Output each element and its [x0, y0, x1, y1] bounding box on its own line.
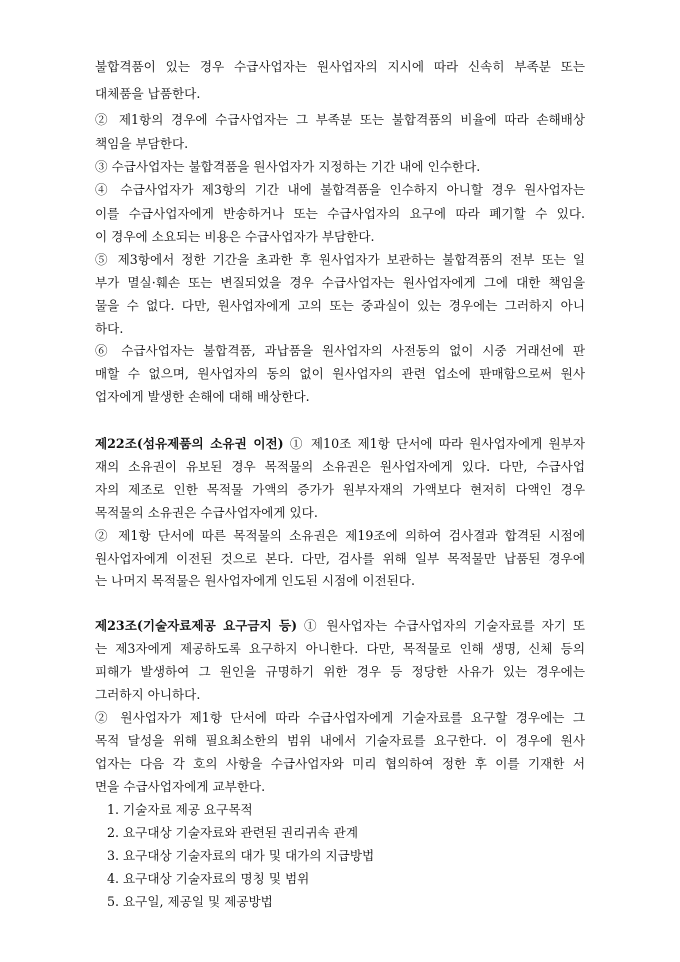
text-line: 그러하지 아니하다.	[95, 687, 201, 702]
article-23-first-text: ① 원사업자는 수급사업자의 기술자료를 자기 또	[297, 618, 585, 633]
article-22-first-line	[95, 436, 585, 452]
text-line: ② 제1항 단서에 따른 목적물의 소유권은 제19조에 의하여 검사결과 합격된 시점에	[95, 528, 585, 543]
text-line: ⑥ 수급사업자는 불합격품, 과납품을 원사업자의 사전동의 없이 시중 거래선에 판	[95, 343, 585, 358]
text-line: ④ 수급사업자가 제3항의 기간 내에 불합격품을 인수하지 아니할 경우 원사업자는	[95, 182, 585, 197]
article-23-first-line	[95, 618, 585, 634]
text-line: ② 제1항의 경우에 수급사업자는 그 부족분 또는 불합격품의 비율에 따라 손해배상	[95, 112, 585, 127]
list-item: 3. 요구대상 기술자료의 대가 및 대가의 지급방법	[107, 848, 375, 863]
text-line: 불합격품이 있는 경우 수급사업자는 원사업자의 지시에 따라 신속히 부족분 또는	[95, 59, 585, 74]
article-22-heading: 제22조(섬유제품의 소유권 이전)	[95, 436, 284, 451]
list-item: 2. 요구대상 기술자료와 관련된 권리귀속 관계	[107, 825, 359, 840]
text-line: 는 제3자에게 제공하도록 요구하지 아니한다. 다만, 목적물로 인해 생명, 신체 등의	[95, 641, 585, 656]
text-line: 피해가 발생하여 그 원인을 규명하기 위한 경우 등 정당한 사유가 있는 경우에는	[95, 664, 585, 679]
text-line: 대체품을 납품한다.	[95, 86, 201, 101]
text-line: 물을 수 없다. 다만, 원사업자에게 고의 또는 중과실이 있는 경우에는 그러하지 아니	[95, 298, 585, 313]
text-line: ⑤ 제3항에서 정한 기간을 초과한 후 원사업자가 보관하는 불합격품의 전부 또는 일	[95, 252, 585, 267]
text-line: ② 원사업자가 제1항 단서에 따라 수급사업자에게 기술자료를 요구할 경우에는 그	[95, 710, 585, 725]
text-line: ③ 수급사업자는 불합격품을 원사업자가 지정하는 기간 내에 인수한다.	[95, 159, 481, 174]
text-line: 매할 수 없으며, 원사업자의 동의 없이 원사업자의 관련 업소에 판매함으로써 원사	[95, 366, 585, 381]
text-line: 목적물의 소유권은 수급사업자에게 있다.	[95, 505, 318, 520]
list-item: 1. 기술자료 제공 요구목적	[107, 802, 253, 817]
text-line: 하다.	[95, 321, 124, 336]
text-line: 는 나머지 목적물은 원사업자에게 인도된 시점에 이전된다.	[95, 573, 415, 588]
article-23-heading: 제23조(기술자료제공 요구금지 등)	[95, 618, 298, 633]
text-line: 재의 소유권이 유보된 경우 목적물의 소유권은 원사업자에게 있다. 다만, 수급사업	[95, 459, 585, 474]
text-line: 업자는 다음 각 호의 사항을 수급사업자와 미리 협의하여 정한 후 이를 기재한 서	[95, 756, 585, 771]
text-line: 면을 수급사업자에게 교부한다.	[95, 779, 266, 794]
text-line: 이를 수급사업자에게 반송하거나 또는 수급사업자의 요구에 따라 폐기할 수 있다.	[95, 206, 585, 221]
text-line: 책임을 부담한다.	[95, 136, 189, 151]
text-line: 원사업자에게 이전된 것으로 본다. 다만, 검사를 위해 일부 목적물만 납품된 경우에	[95, 551, 585, 566]
text-line: 이 경우에 소요되는 비용은 수급사업자가 부담한다.	[95, 229, 375, 244]
text-line: 자의 제조로 인한 목적물 가액의 증가가 원부자재의 가액보다 현저히 다액인 경우	[95, 482, 585, 497]
text-line: 부가 멸실·훼손 또는 변질되었을 경우 수급사업자는 원사업자에게 그에 대한 책임을	[95, 275, 585, 290]
list-item: 4. 요구대상 기술자료의 명칭 및 범위	[107, 871, 310, 886]
text-line: 목적 달성을 위해 필요최소한의 범위 내에서 기술자료를 요구한다. 이 경우에 원사	[95, 733, 585, 748]
text-line: 업자에게 발생한 손해에 대해 배상한다.	[95, 389, 310, 404]
list-item: 5. 요구일, 제공일 및 제공방법	[107, 894, 273, 909]
article-22-first-text: ① 제10조 제1항 단서에 따라 원사업자에게 원부자	[283, 436, 585, 451]
